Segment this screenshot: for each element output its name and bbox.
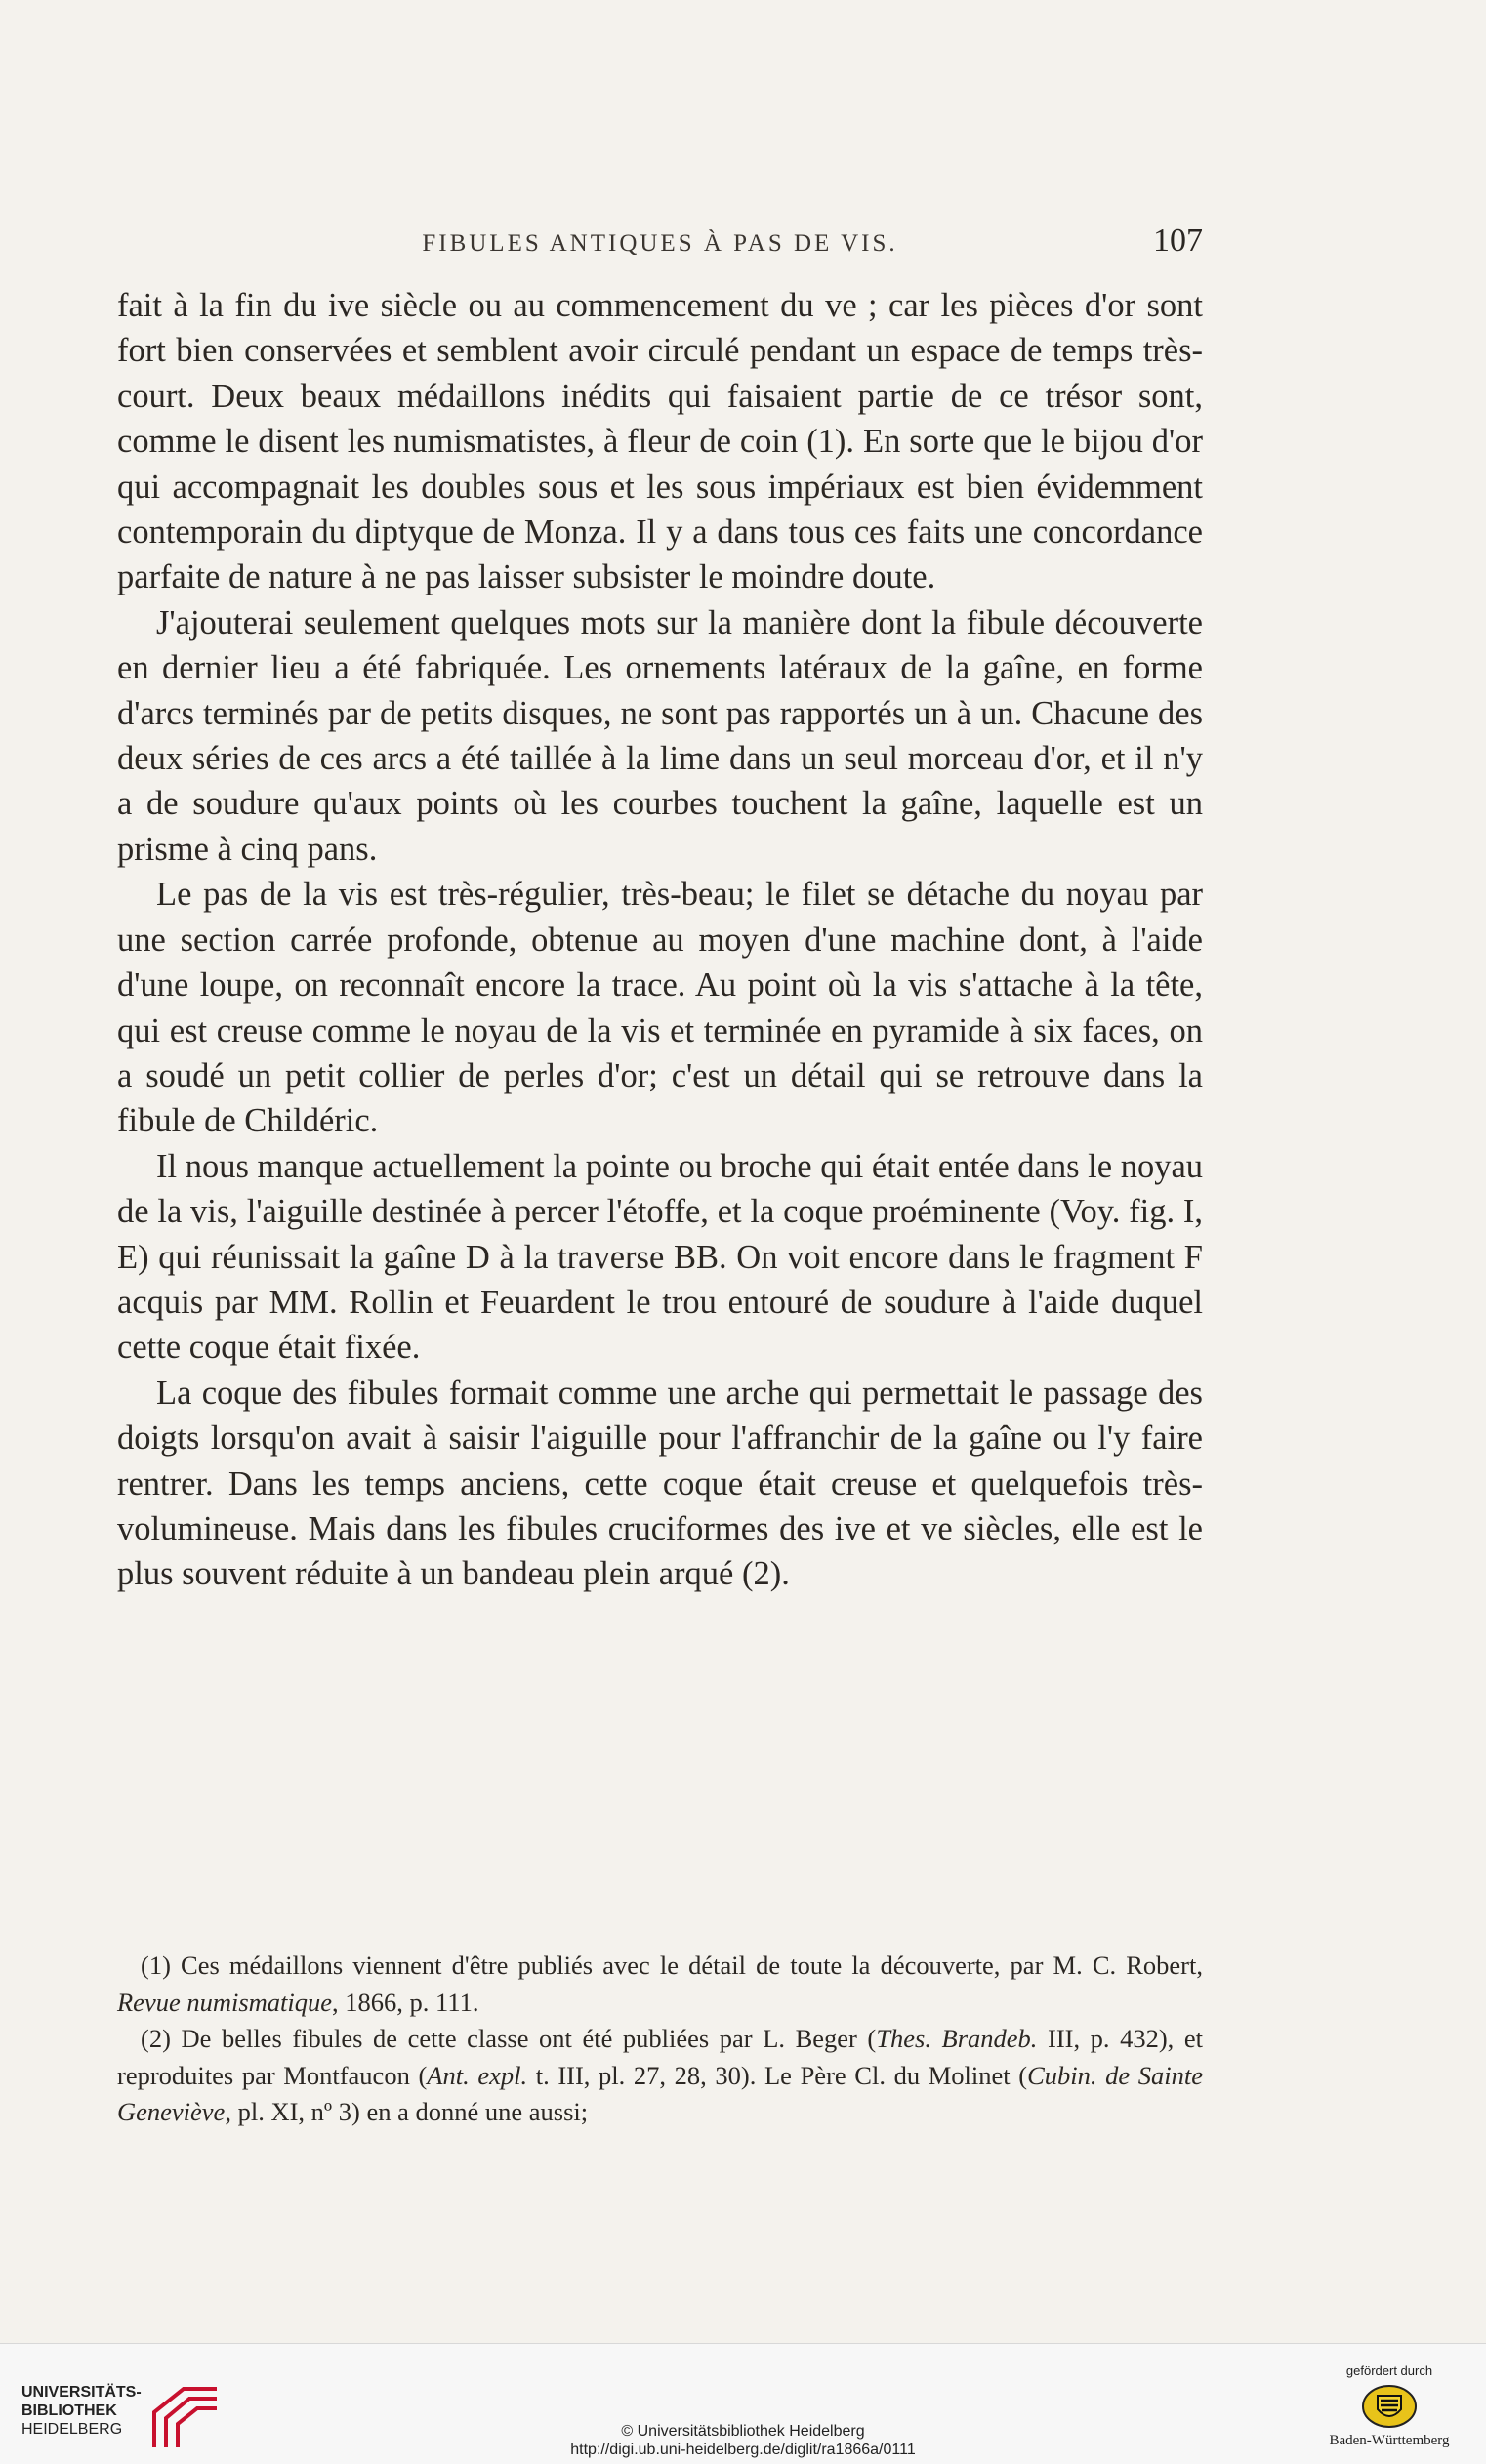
footnotes [117, 1948, 1203, 2131]
coat-of-arms-icon [1360, 2384, 1419, 2429]
paragraph-1: fait à la fin du ive siècle ou au commencement du ve ; car les pièces d'or sont fort bien conservées et semblent avoir circulé pendant un espace de temps très-court. Deux beaux médaillons inédits qui faisaient partie de ce trésor sont, comme le disent les numismatistes, à fleur de coin (1). En sorte que le bijou d'or qui accompagnait les doubles sous et les sous impériaux est bien évidemment contemporain du diptyque de Monza. Il y a dans tous ces faits une concordance parfaite de nature à ne pas laisser subsister le moindre doute. [117, 287, 1203, 596]
page-number: 107 [1153, 223, 1203, 259]
logo-line-1: UNIVERSITÄTS- [21, 2384, 142, 2401]
sponsor-name: Baden-Württemberg [1329, 2433, 1450, 2448]
viewer-footer [0, 2343, 1486, 2464]
sponsor-block [1316, 2363, 1463, 2449]
footnote-2: (2) De belles fibules de cette classe ont été publiées par L. Beger (Thes. Brandeb. III, p. 432), et reproduites par Montfaucon (Ant. expl. t. III, pl. 27, 28, 30). Le Père Cl. du Molinet (Cubin. de Sainte Geneviève, pl. XI, nº 3) en a donné une aussi; [117, 2024, 1204, 2126]
logo-line-3: HEIDELBERG [21, 2421, 123, 2438]
copyright-text: © Universitätsbibliothek Heidelberg [621, 2423, 865, 2440]
body-text [117, 283, 1203, 1597]
running-title: FIBULES ANTIQUES À PAS DE VIS. [422, 230, 898, 257]
paragraph-4: Il nous manque actuellement la pointe ou broche qui était entée dans le noyau de la vis, l'aiguille destinée à percer l'étoffe, et la coque proéminente (Voy. fig. I, E) qui réunissait la gaîne D à la traverse BB. On voit encore dans le fragment F acquis par MM. Rollin et Feuardent le trou entouré de soudure à l'aide duquel cette coque était fixée. [117, 1147, 1204, 1367]
paragraph-2: J'ajouterai seulement quelques mots sur la manière dont la fibule découverte en dernier lieu a été fabriquée. Les ornements latéraux de la gaîne, en forme d'arcs terminés par de petits disques, ne sont pas rapportés un à un. Chacune des deux séries de ces arcs a été taillée à la lime dans un seul morceau d'or, et il n'y a de soudure qu'aux points où les courbes touchent la gaîne, laquelle est un prisme à cinq pans. [117, 603, 1203, 868]
logo-line-2: BIBLIOTHEK [21, 2402, 117, 2419]
footnote-1: (1) Ces médaillons viennent d'être publiés avec le détail de toute la découverte, par M. C. Robert, Revue numismatique, 1866, p. 111. [117, 1951, 1203, 2017]
paragraph-5: La coque des fibules formait comme une arche qui permettait le passage des doigts lorsqu'on avait à saisir l'aiguille pour l'affranchir de la gaîne ou l'y faire rentrer. Dans les temps anciens, cette coque était creuse et quelquefois très-volumineuse. Mais dans les fibules cruciformes des ive et ve siècles, elle est le plus souvent réduite à un bandeau plein arqué (2). [117, 1374, 1203, 1593]
page-header [117, 223, 1203, 266]
paragraph-3: Le pas de la vis est très-régulier, très-beau; le filet se détache du noyau par une section carrée profonde, obtenue au moyen d'une machine dont, à l'aide d'une loupe, on reconnaît encore la trace. Au point où la vis s'attache à la tête, qui est creuse comme le noyau de la vis et terminée en pyramide à six faces, on a soudé un petit collier de perles d'or; c'est un détail qui se retrouve dans la fibule de Childéric. [117, 876, 1203, 1140]
sponsor-label: gefördert durch [1345, 2363, 1433, 2378]
permalink-url[interactable]: http://digi.ub.uni-heidelberg.de/diglit/ra1866a/0111 [570, 2442, 916, 2458]
copyright-notice [0, 2422, 1486, 2459]
